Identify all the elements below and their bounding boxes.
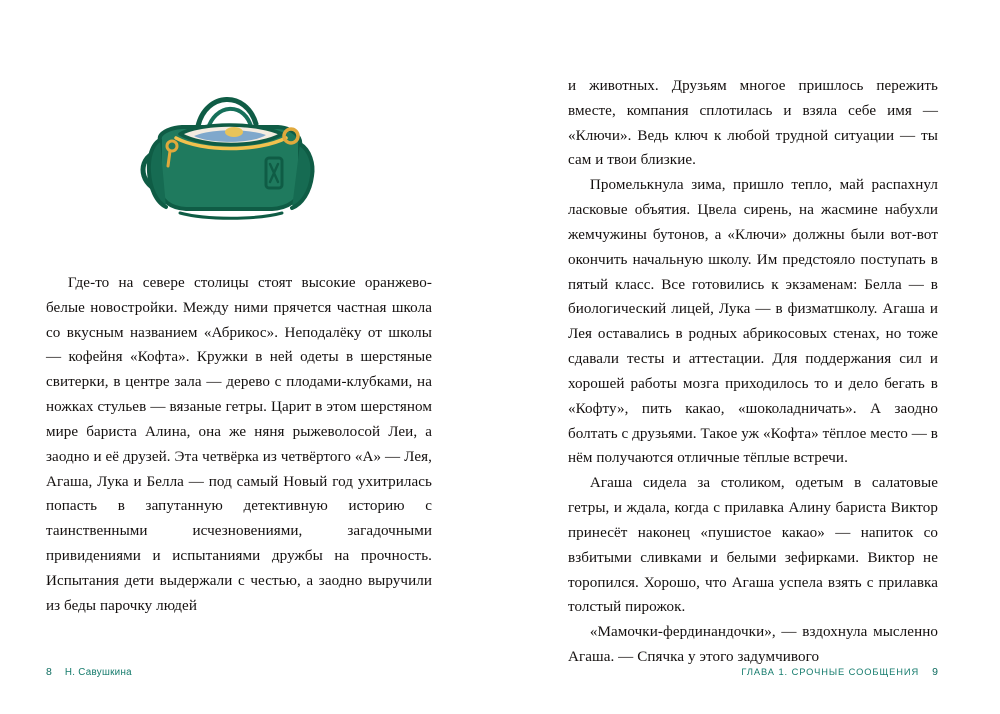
running-author: Н. Савушкина xyxy=(64,666,132,678)
right-page-body xyxy=(568,74,938,670)
green-duffel-bag-illustration xyxy=(106,74,356,249)
paragraph: «Мамочки-фердинандочки», — вздохнула мысленно Агаша. — Спячка у этого задумчивого xyxy=(568,624,938,666)
paragraph: Агаша сидела за столиком, одетым в салатовые гетры, и ждала, когда с прилавка Алину бариста Виктор принесёт наконец «пушистое какао» — напиток со взбитыми сливками и белыми зефирками. Виктор не торопился. Хорошо, что Агаша успела взять с прилавка толстый пирожок. xyxy=(568,475,938,616)
right-page xyxy=(500,0,1000,714)
running-head: ГЛАВА 1. СРОЧНЫЕ СООБЩЕНИЯ xyxy=(741,667,920,677)
paragraph: и животных. Друзьям многое пришлось пережить вместе, компания сплотилась и взяла себе имя — «Ключи». Ведь ключ к любой трудной ситуации — ты сам и твои близкие. xyxy=(568,78,938,169)
left-page-body xyxy=(46,271,432,619)
page-number: 8 xyxy=(46,666,52,678)
right-page-footer xyxy=(741,666,938,678)
paragraph: Где-то на севере столицы стоят высокие оранжево-белые новостройки. Между ними прячется частная школа со вкусным названием «Абрикос». Неподалёку от школы — кофейня «Кофта». Кружки в ней одеты в шерстяные свитерки, в центре зала — дерево с плодами-клубками, на ножках стульев — вязаные гетры. Царит в этом шерстяном мире бариста Алина, она же няня рыжеволосой Леи, а заодно и её друзей. Эта четвёрка из четвёртого «А» — Лея, Агаша, Лука и Белла — под самый Новый год ухитрилась попасть в запутанную детективную историю с таинственными исчезновениями, загадочными привидениями и испытаниями дружбы на прочность. Испытания дети выдержали с честью, а заодно выручили из беды парочку людей xyxy=(46,275,432,614)
left-page-footer xyxy=(46,666,132,678)
paragraph: Промелькнула зима, пришло тепло, май распахнул ласковые объятия. Цвела сирень, на жасмине набухли жемчужины бутонов, а «Ключи» должны были вот-вот окончить начальную школу. Им предстояло поступать в пятый класс. Все готовились к экзаменам: Белла — в биологический лицей, Лука — в физматшколу. Агаша и Лея оставались в родных абрикосовых стенах, но тоже сдавали тесты и аттестации. Для поддержания сил и хорошей работы мозга приходилось то и дело бегать в «Кофту», пить какао, «шоколадничать». А заодно болтать с друзьями. Такое уж «Кофта» тёплое место — в нём получаются отличные тёплые встречи. xyxy=(568,177,938,467)
page-number: 9 xyxy=(932,666,938,678)
